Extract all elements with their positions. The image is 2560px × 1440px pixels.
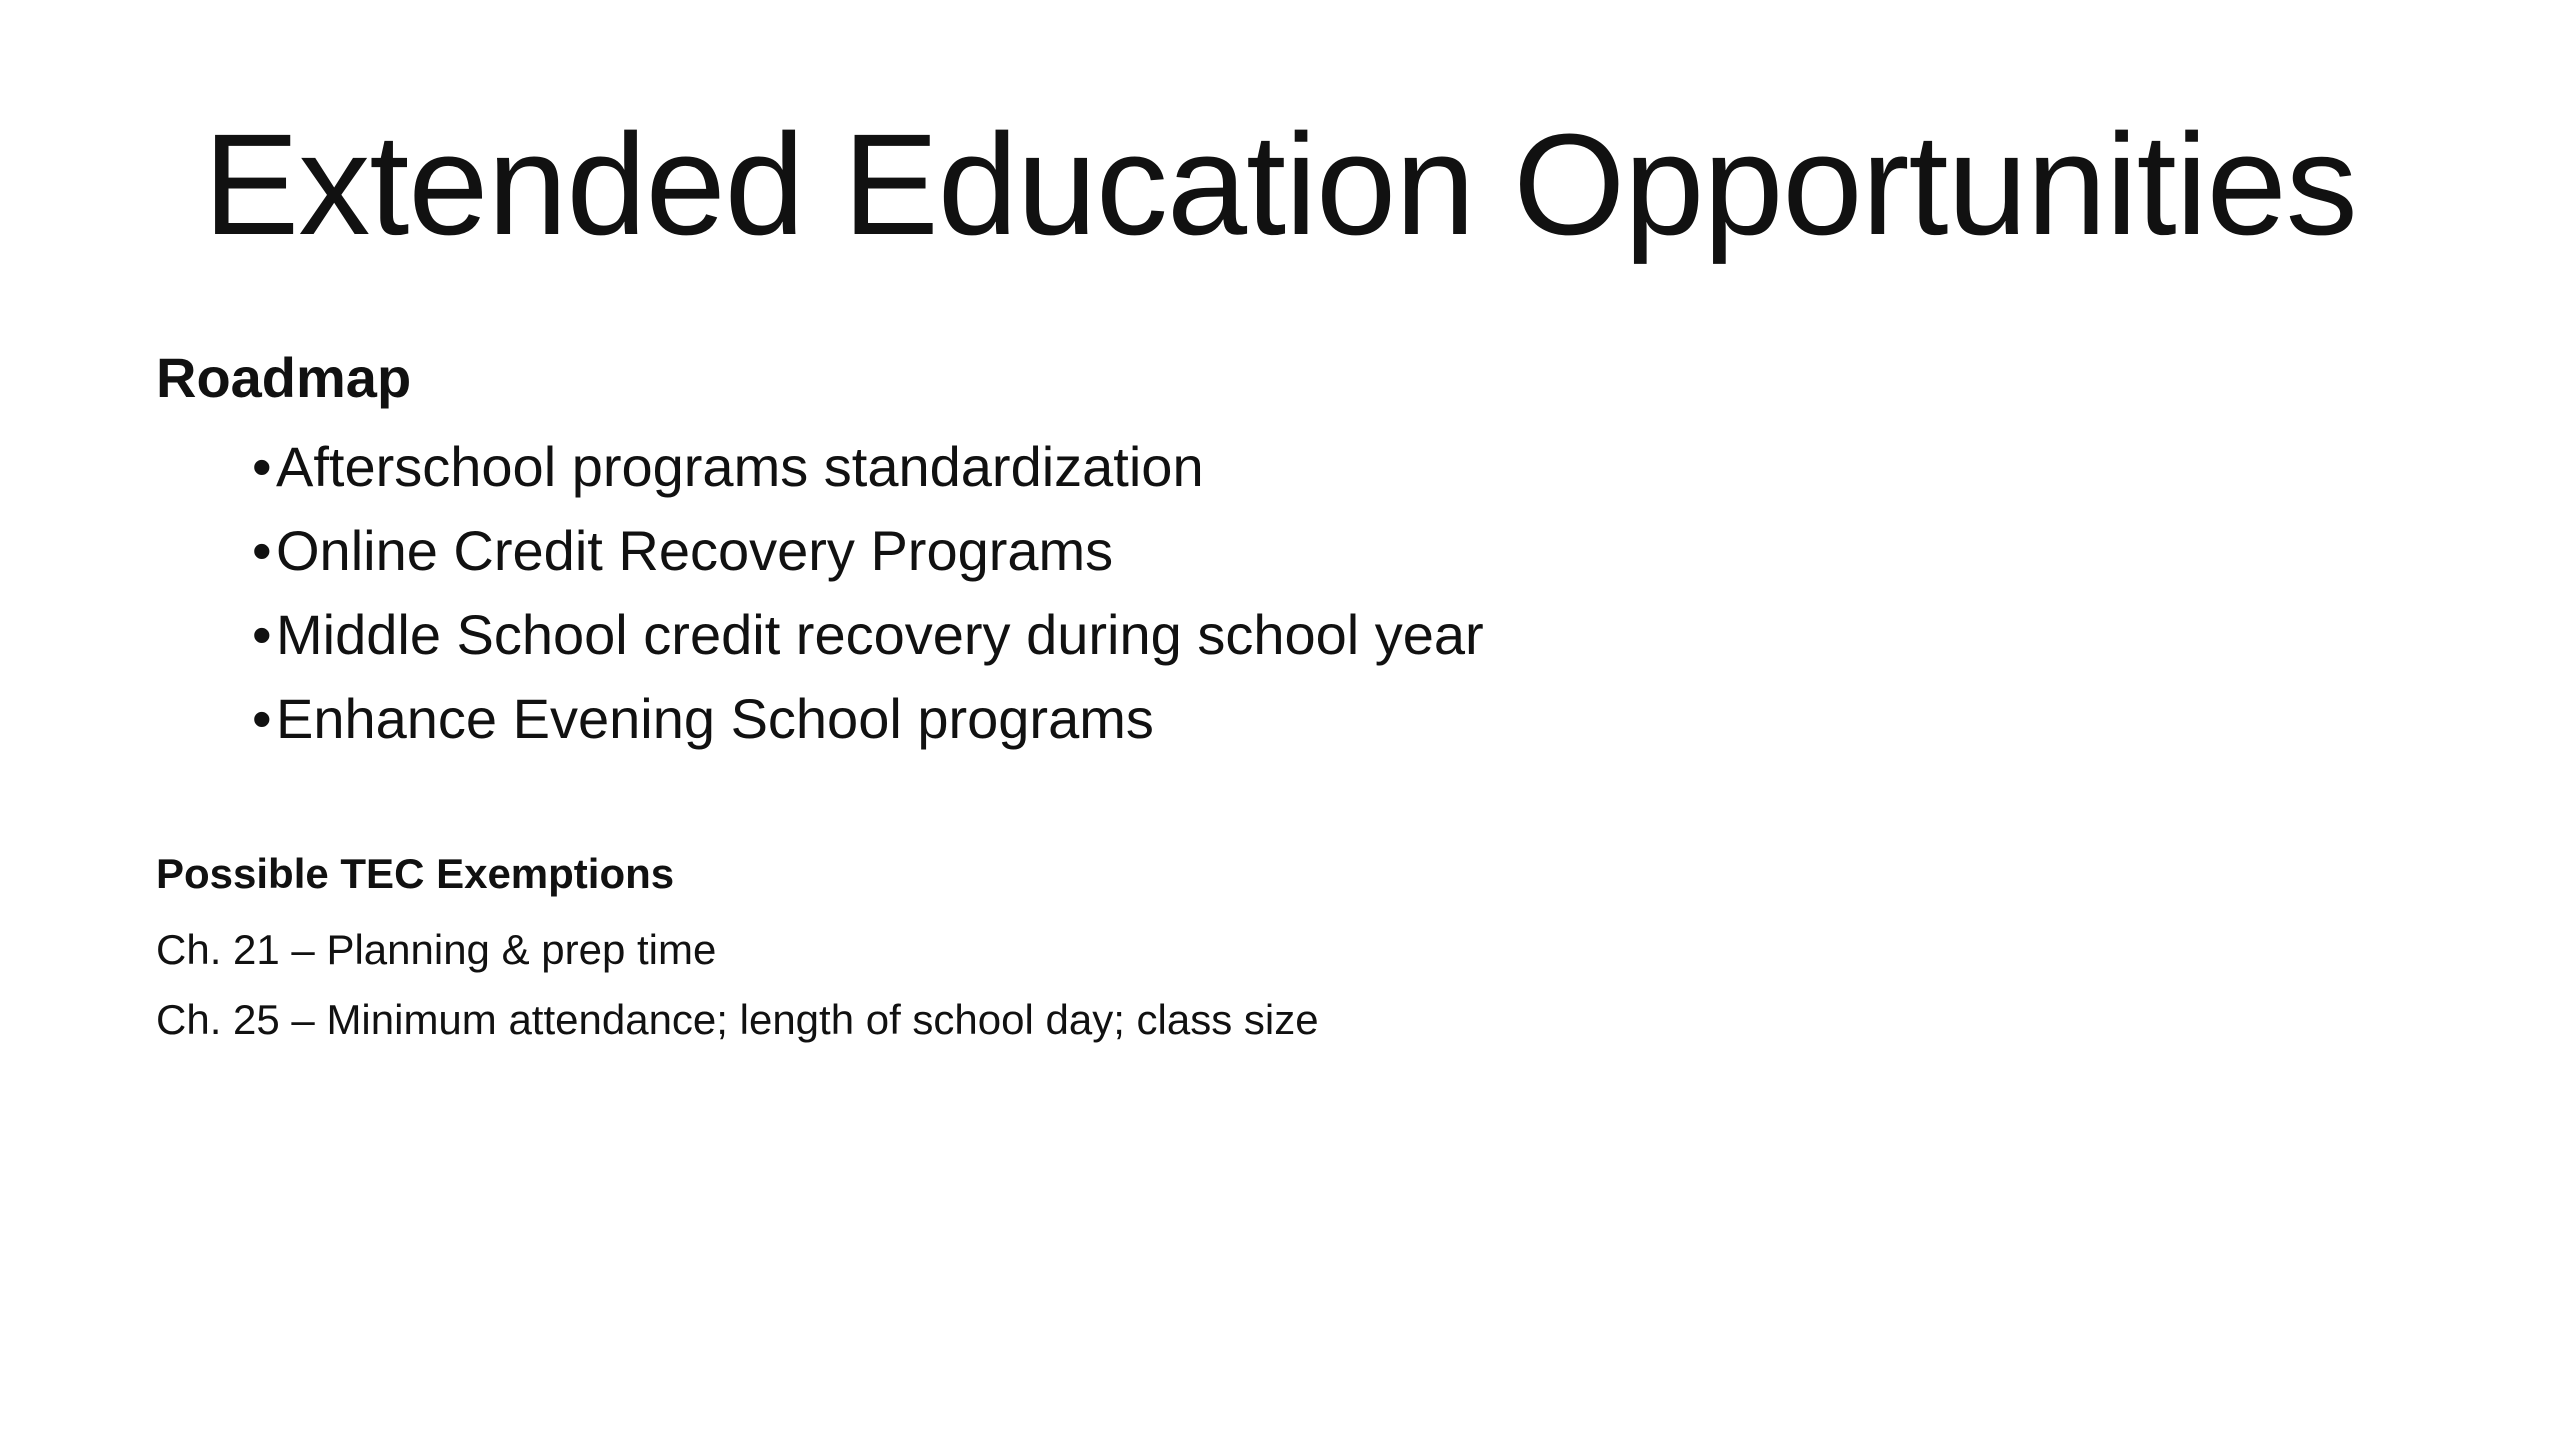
exemptions-list (156, 915, 1319, 1055)
bullet-icon: • (252, 687, 272, 750)
exemptions-heading: Possible TEC Exemptions (156, 850, 675, 897)
exemption-item: Ch. 21 – Planning & prep time (156, 926, 717, 973)
roadmap-item-text: Online Credit Recovery Programs (276, 519, 1114, 582)
list-item (252, 425, 1484, 509)
list-item (252, 509, 1484, 593)
list-item (252, 677, 1484, 761)
bullet-icon: • (252, 519, 272, 582)
roadmap-item-text: Enhance Evening School programs (276, 687, 1154, 750)
roadmap-item-text: Middle School credit recovery during school year (276, 603, 1484, 666)
list-item (252, 593, 1484, 677)
slide-title: Extended Education Opportunities (203, 104, 2357, 265)
roadmap-heading: Roadmap (156, 346, 412, 409)
roadmap-list (252, 425, 1484, 761)
bullet-icon: • (252, 603, 272, 666)
roadmap-item-text: Afterschool programs standardization (276, 435, 1204, 498)
exemption-item: Ch. 25 – Minimum attendance; length of school day; class size (156, 996, 1319, 1043)
bullet-icon: • (252, 435, 272, 498)
